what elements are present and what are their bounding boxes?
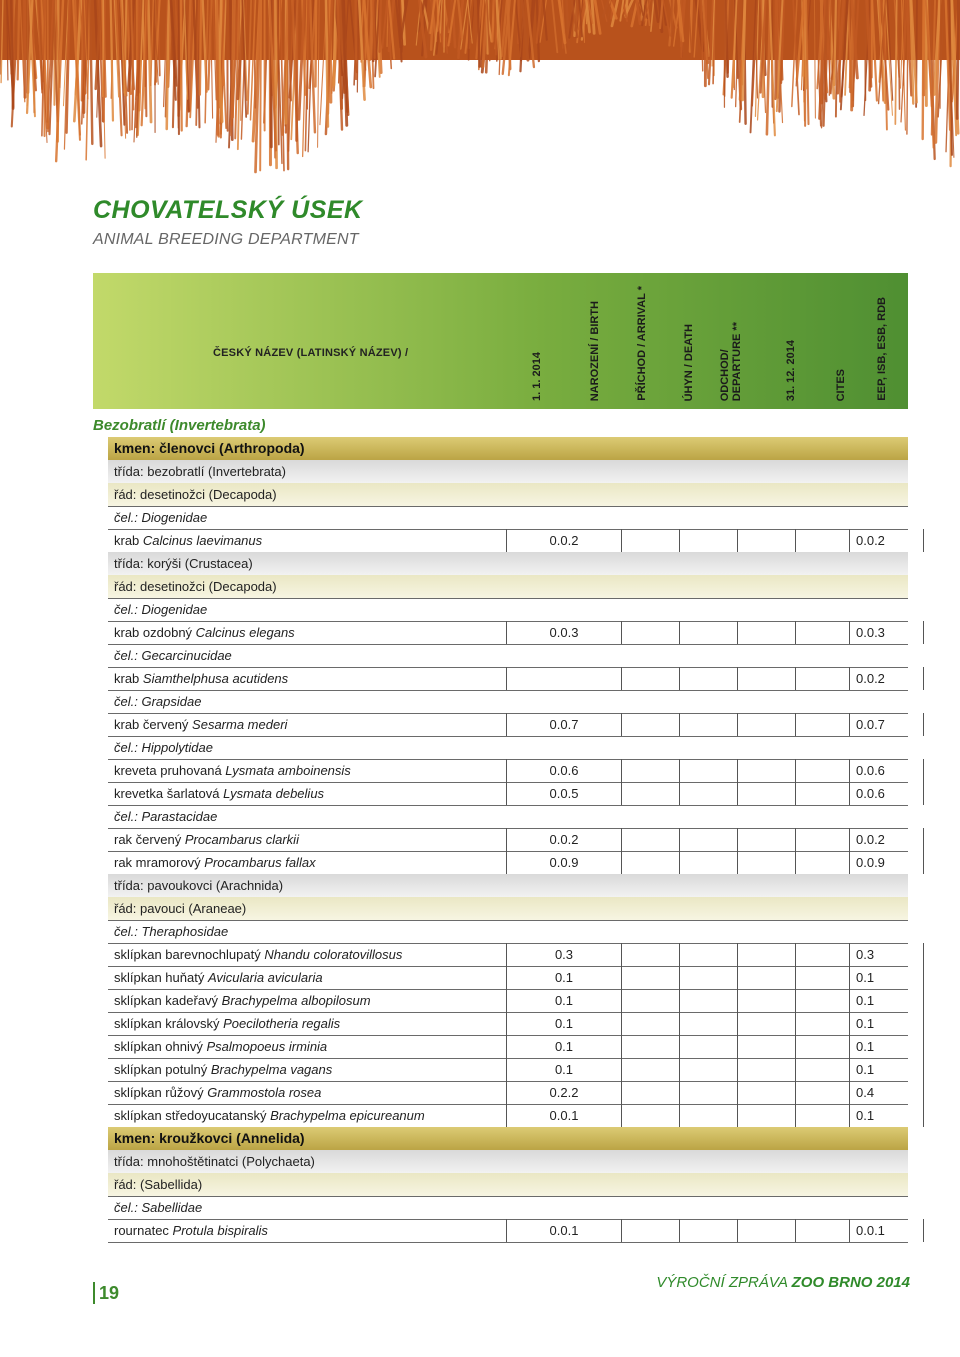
trida-label: třída: pavoukovci (Arachnida) <box>114 878 284 893</box>
empty-cell <box>796 1012 850 1035</box>
empty-cell <box>680 1104 738 1127</box>
count-end: 0.4 <box>850 1081 924 1104</box>
empty-cell <box>622 1012 680 1035</box>
empty-cell <box>796 667 850 690</box>
czech-name: rak mramorový <box>114 855 205 870</box>
empty-cell <box>924 529 960 552</box>
empty-cell <box>924 1035 960 1058</box>
species-name <box>114 947 402 962</box>
latin-name: Procambarus fallax <box>204 855 316 870</box>
kmen-label: kmen: členovci (Arthropoda) <box>114 440 305 456</box>
header-end-2014: 31. 12. 2014 <box>785 339 797 401</box>
empty-cell <box>924 1081 960 1104</box>
cel-label: čel.: Parastacidae <box>114 809 218 824</box>
species-name <box>114 533 262 548</box>
table-row-rad <box>108 483 908 507</box>
czech-name: krab ozdobný <box>114 625 196 640</box>
latin-name: Siamthelphusa acutidens <box>142 671 289 686</box>
cel-label: čel.: Gecarcinucidae <box>114 648 232 663</box>
empty-cell <box>622 989 680 1012</box>
rad-label: řád: pavouci (Araneae) <box>114 901 247 916</box>
empty-cell <box>738 989 796 1012</box>
count-start: 0.3 <box>506 943 622 966</box>
table-row-trida <box>108 460 908 484</box>
table-row-cel <box>108 736 908 760</box>
table-row-trida <box>108 552 908 576</box>
count-end: 0.1 <box>850 1058 924 1081</box>
empty-cell <box>924 1104 960 1127</box>
count-end: 0.1 <box>850 989 924 1012</box>
count-end: 0.0.2 <box>850 828 924 851</box>
table-row-cel <box>108 644 908 668</box>
rad-label: řád: (Sabellida) <box>114 1177 203 1192</box>
czech-name: sklípkan královský <box>114 1016 224 1031</box>
czech-name: krab <box>114 671 143 686</box>
empty-cell <box>738 713 796 736</box>
footer <box>656 1274 910 1291</box>
header-death: ÚHYN / DEATH <box>683 323 695 401</box>
empty-cell <box>622 1219 680 1242</box>
count-end: 0.1 <box>850 1104 924 1127</box>
footer-prefix: VÝROČNÍ ZPRÁVA <box>656 1274 788 1291</box>
thatch-roof-banner <box>0 0 960 200</box>
empty-cell <box>924 759 960 782</box>
table-row-species <box>108 782 908 806</box>
empty-cell <box>924 713 960 736</box>
latin-name: Calcinus elegans <box>195 625 295 640</box>
empty-cell <box>680 943 738 966</box>
empty-cell <box>796 943 850 966</box>
species-name <box>114 671 288 686</box>
empty-cell <box>622 828 680 851</box>
czech-name: krab <box>114 533 143 548</box>
trida-label: třída: bezobratlí (Invertebrata) <box>114 464 286 479</box>
table-row-species <box>108 529 908 553</box>
table-row-species <box>108 713 908 737</box>
page-subtitle: ANIMAL BREEDING DEPARTMENT <box>93 231 359 248</box>
species-name <box>114 1085 321 1100</box>
table-row-cel <box>108 598 908 622</box>
empty-cell <box>796 1081 850 1104</box>
empty-cell <box>622 1081 680 1104</box>
table-row-cel <box>108 1196 908 1220</box>
empty-cell <box>680 713 738 736</box>
latin-name: Psalmopoeus irminia <box>206 1039 328 1054</box>
table-row-rad <box>108 575 908 599</box>
species-name <box>114 993 371 1008</box>
latin-name: Brachypelma epicureanum <box>270 1108 425 1123</box>
empty-cell <box>622 851 680 874</box>
table-row-species <box>108 943 908 967</box>
empty-cell <box>680 621 738 644</box>
empty-cell <box>738 828 796 851</box>
table-row-cel <box>108 805 908 829</box>
czech-name: rournatec <box>114 1223 173 1238</box>
latin-name: Brachypelma vagans <box>210 1062 333 1077</box>
count-end: 0.1 <box>850 1035 924 1058</box>
species-name <box>114 786 324 801</box>
czech-name: sklípkan růžový <box>114 1085 208 1100</box>
empty-cell <box>738 1012 796 1035</box>
table-row-trida <box>108 874 908 898</box>
empty-cell <box>924 1219 960 1242</box>
czech-name: krab červený <box>114 717 193 732</box>
count-start: 0.0.1 <box>506 1219 622 1242</box>
page-number: 19 <box>93 1282 119 1304</box>
empty-cell <box>924 943 960 966</box>
table-row-kmen <box>108 437 908 460</box>
table-row-species <box>108 1058 908 1082</box>
empty-cell <box>924 621 960 644</box>
latin-name: Sesarma mederi <box>192 717 288 732</box>
table-row-species <box>108 1012 908 1036</box>
table-row-cel <box>108 506 908 530</box>
species-name <box>114 1062 332 1077</box>
species-name <box>114 1223 268 1238</box>
empty-cell <box>796 782 850 805</box>
trida-label: třída: korýši (Crustacea) <box>114 556 253 571</box>
table-row-species <box>108 621 908 645</box>
table-row-species <box>108 851 908 875</box>
empty-cell <box>796 828 850 851</box>
empty-cell <box>622 621 680 644</box>
species-name <box>114 855 316 870</box>
empty-cell <box>738 1104 796 1127</box>
count-start <box>506 667 622 690</box>
empty-cell <box>796 1058 850 1081</box>
count-end: 0.0.9 <box>850 851 924 874</box>
empty-cell <box>680 851 738 874</box>
latin-name: Calcinus laevimanus <box>142 533 263 548</box>
count-start: 0.0.3 <box>506 621 622 644</box>
cel-label: čel.: Diogenidae <box>114 602 208 617</box>
header-cites: CITES <box>835 368 847 401</box>
table-row-cel <box>108 920 908 944</box>
empty-cell <box>738 1219 796 1242</box>
empty-cell <box>796 989 850 1012</box>
empty-cell <box>622 529 680 552</box>
table-row-species <box>108 1219 908 1243</box>
empty-cell <box>622 1104 680 1127</box>
empty-cell <box>738 529 796 552</box>
count-end: 0.0.6 <box>850 782 924 805</box>
czech-name: kreveta pruhovaná <box>114 763 226 778</box>
count-end: 0.0.2 <box>850 667 924 690</box>
table-row-species <box>108 759 908 783</box>
empty-cell <box>622 713 680 736</box>
czech-name: krevetka šarlatová <box>114 786 224 801</box>
empty-cell <box>924 966 960 989</box>
species-name <box>114 1039 327 1054</box>
empty-cell <box>680 529 738 552</box>
count-start: 0.2.2 <box>506 1081 622 1104</box>
cel-label: čel.: Sabellidae <box>114 1200 203 1215</box>
empty-cell <box>738 943 796 966</box>
count-start: 0.1 <box>506 1012 622 1035</box>
header-name-column: ČESKÝ NÁZEV (LATINSKÝ NÁZEV) / <box>213 347 409 359</box>
empty-cell <box>738 851 796 874</box>
czech-name: rak červený <box>114 832 185 847</box>
latin-name: Procambarus clarkii <box>184 832 299 847</box>
empty-cell <box>796 851 850 874</box>
table-row-species <box>108 667 908 691</box>
kmen-label: kmen: kroužkovci (Annelida) <box>114 1130 305 1146</box>
species-name <box>114 970 323 985</box>
empty-cell <box>796 1219 850 1242</box>
empty-cell <box>680 989 738 1012</box>
table-row-species <box>108 966 908 990</box>
empty-cell <box>680 1012 738 1035</box>
count-start: 0.0.1 <box>506 1104 622 1127</box>
count-start: 0.0.6 <box>506 759 622 782</box>
count-end: 0.0.2 <box>850 529 924 552</box>
table-row-cel <box>108 690 908 714</box>
count-start: 0.0.2 <box>506 529 622 552</box>
count-end: 0.3 <box>850 943 924 966</box>
empty-cell <box>622 966 680 989</box>
empty-cell <box>924 851 960 874</box>
czech-name: sklípkan barevnochlupatý <box>114 947 265 962</box>
count-start: 0.1 <box>506 1058 622 1081</box>
rad-label: řád: desetinožci (Decapoda) <box>114 579 277 594</box>
page-title: CHOVATELSKÝ ÚSEK <box>93 196 363 224</box>
table-row-species <box>108 989 908 1013</box>
cel-label: čel.: Grapsidae <box>114 694 202 709</box>
empty-cell <box>738 966 796 989</box>
table-row-trida <box>108 1150 908 1174</box>
count-end: 0.1 <box>850 1012 924 1035</box>
empty-cell <box>622 1058 680 1081</box>
latin-name: Grammostola rosea <box>207 1085 322 1100</box>
cel-label: čel.: Theraphosidae <box>114 924 229 939</box>
table-row-species <box>108 1035 908 1059</box>
empty-cell <box>680 1035 738 1058</box>
empty-cell <box>622 943 680 966</box>
empty-cell <box>680 759 738 782</box>
empty-cell <box>924 828 960 851</box>
empty-cell <box>622 782 680 805</box>
header-birth: NAROZENÍ / BIRTH <box>589 300 601 401</box>
count-end: 0.0.1 <box>850 1219 924 1242</box>
czech-name: sklípkan huňatý <box>114 970 208 985</box>
empty-cell <box>680 828 738 851</box>
count-start: 0.0.5 <box>506 782 622 805</box>
czech-name: sklípkan potulný <box>114 1062 211 1077</box>
count-end: 0.1 <box>850 966 924 989</box>
cel-label: čel.: Diogenidae <box>114 510 208 525</box>
count-start: 0.0.2 <box>506 828 622 851</box>
empty-cell <box>738 782 796 805</box>
latin-name: Poecilotheria regalis <box>223 1016 341 1031</box>
empty-cell <box>924 1058 960 1081</box>
empty-cell <box>622 667 680 690</box>
count-start: 0.0.9 <box>506 851 622 874</box>
empty-cell <box>924 989 960 1012</box>
empty-cell <box>622 1035 680 1058</box>
header-eep: EEP, ISB, ESB, RDB <box>876 297 888 401</box>
empty-cell <box>680 1081 738 1104</box>
empty-cell <box>738 621 796 644</box>
latin-name: Avicularia avicularia <box>207 970 323 985</box>
count-start: 0.1 <box>506 989 622 1012</box>
empty-cell <box>796 1104 850 1127</box>
table-row-species <box>108 1104 908 1128</box>
header-arrival: PŘÍCHOD / ARRIVAL * <box>636 286 648 401</box>
rad-label: řád: desetinožci (Decapoda) <box>114 487 277 502</box>
empty-cell <box>680 1058 738 1081</box>
empty-cell <box>738 667 796 690</box>
empty-cell <box>738 1058 796 1081</box>
count-start: 0.1 <box>506 966 622 989</box>
empty-cell <box>796 713 850 736</box>
table-row-kmen <box>108 1127 908 1150</box>
table-row-species <box>108 1081 908 1105</box>
count-end: 0.0.7 <box>850 713 924 736</box>
empty-cell <box>924 782 960 805</box>
table-header <box>93 273 908 409</box>
header-start-2014: 1. 1. 2014 <box>531 352 543 401</box>
species-name <box>114 1016 340 1031</box>
czech-name: sklípkan ohnivý <box>114 1039 207 1054</box>
czech-name: sklípkan kadeřavý <box>114 993 222 1008</box>
empty-cell <box>680 667 738 690</box>
table-row-rad <box>108 897 908 921</box>
latin-name: Nhandu coloratovillosus <box>264 947 403 962</box>
empty-cell <box>622 759 680 782</box>
empty-cell <box>924 667 960 690</box>
species-name <box>114 832 299 847</box>
empty-cell <box>796 759 850 782</box>
empty-cell <box>738 759 796 782</box>
empty-cell <box>796 1035 850 1058</box>
count-start: 0.1 <box>506 1035 622 1058</box>
table-row-species <box>108 828 908 852</box>
table-row-rad <box>108 1173 908 1197</box>
empty-cell <box>680 782 738 805</box>
trida-label: třída: mnohoštětinatci (Polychaeta) <box>114 1154 315 1169</box>
species-name <box>114 1108 425 1123</box>
table-row-sec <box>93 415 908 437</box>
latin-name: Lysmata debelius <box>223 786 325 801</box>
count-start: 0.0.7 <box>506 713 622 736</box>
empty-cell <box>796 621 850 644</box>
species-name <box>114 717 287 732</box>
header-departure: ODCHOD/ DEPARTURE ** <box>719 321 743 401</box>
latin-name: Protula bispiralis <box>172 1223 268 1238</box>
species-name <box>114 763 351 778</box>
sec-label: Bezobratlí (Invertebrata) <box>93 417 266 434</box>
species-name <box>114 625 295 640</box>
count-end: 0.0.6 <box>850 759 924 782</box>
footer-brand: ZOO BRNO 2014 <box>791 1274 910 1291</box>
count-end: 0.0.3 <box>850 621 924 644</box>
latin-name: Brachypelma albopilosum <box>221 993 371 1008</box>
empty-cell <box>738 1081 796 1104</box>
empty-cell <box>924 1012 960 1035</box>
empty-cell <box>796 529 850 552</box>
empty-cell <box>796 966 850 989</box>
cel-label: čel.: Hippolytidae <box>114 740 213 755</box>
empty-cell <box>738 1035 796 1058</box>
empty-cell <box>680 966 738 989</box>
czech-name: sklípkan středoyucatanský <box>114 1108 271 1123</box>
empty-cell <box>680 1219 738 1242</box>
latin-name: Lysmata amboinensis <box>225 763 351 778</box>
